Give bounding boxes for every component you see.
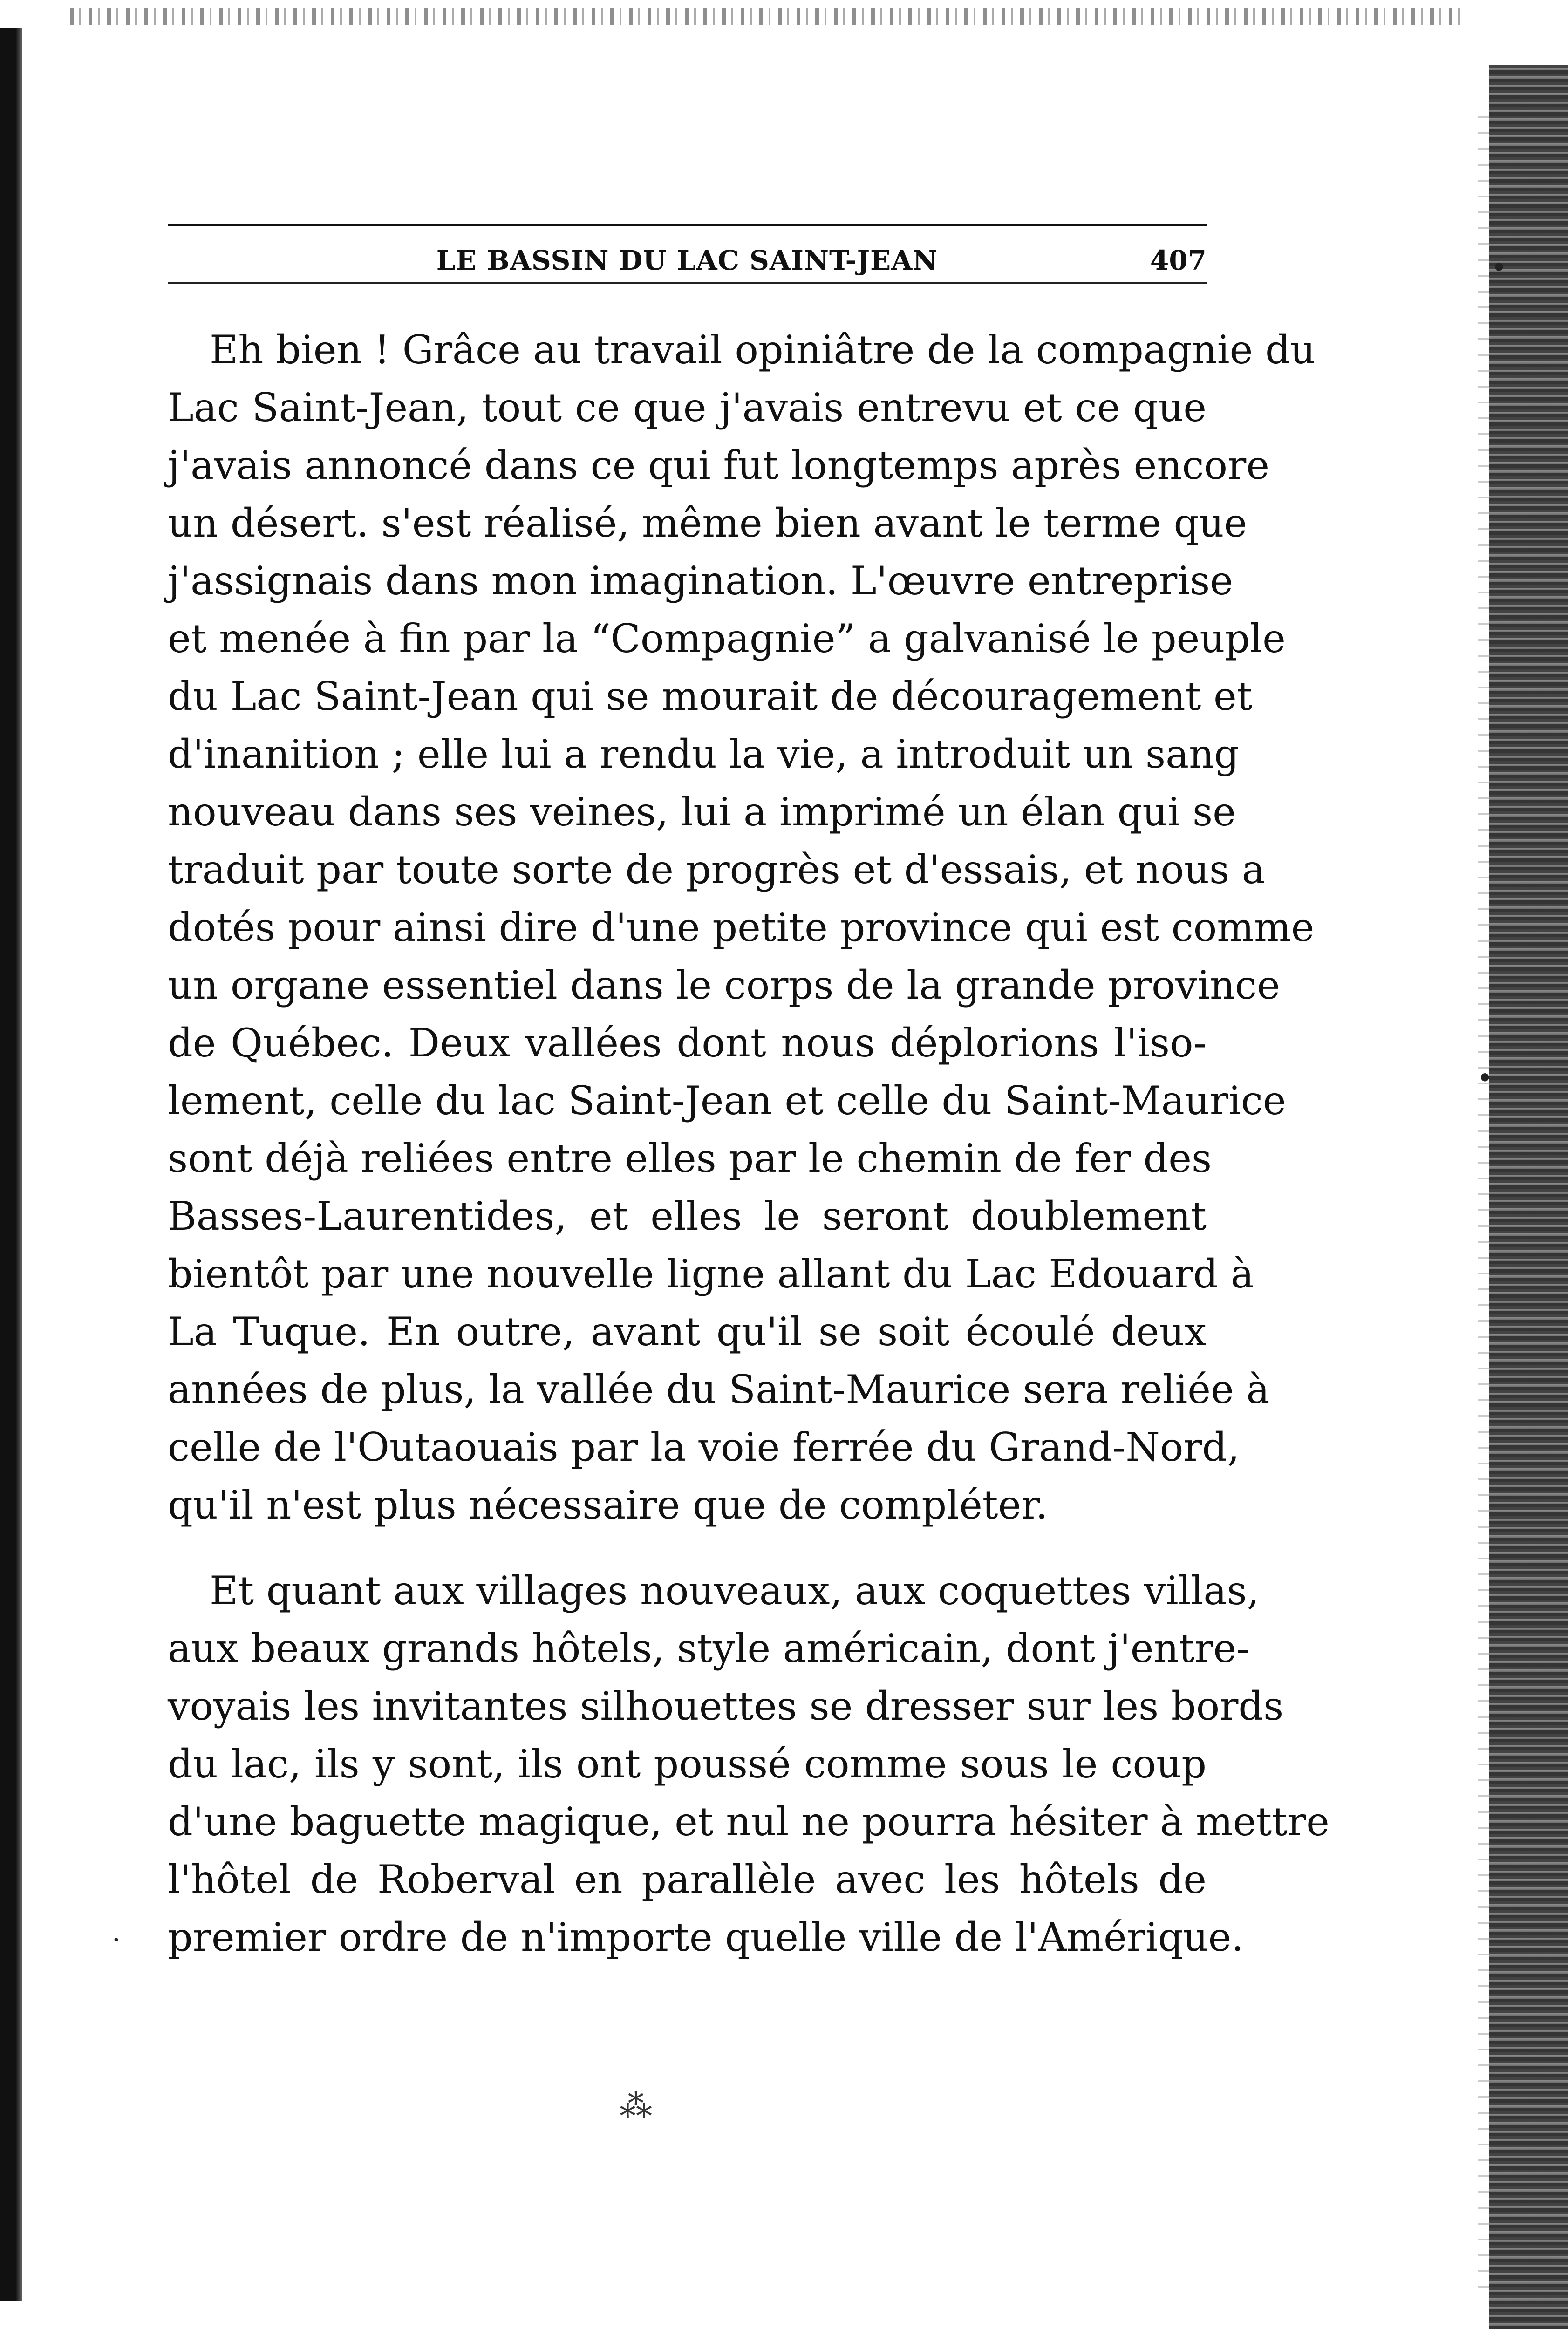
text-line: de Québec. Deux vallées dont nous déplorions l'iso-: [168, 1020, 1207, 1066]
text-line: un désert. s'est réalisé, même bien avant le terme que: [168, 500, 1248, 546]
text-line: premier ordre de n'importe quelle ville de l'Amérique.: [168, 1914, 1244, 1960]
text-line: nouveau dans ses veines, lui a imprimé un élan qui se: [168, 789, 1236, 835]
text-line: dotés pour ainsi dire d'une petite province qui est comme: [168, 905, 1315, 950]
text-line: Eh bien ! Grâce au travail opiniâtre de la compagnie du: [210, 327, 1316, 373]
text-line: sont déjà reliées entre elles par le chemin de fer des: [168, 1136, 1212, 1181]
text-line: bientôt par une nouvelle ligne allant du Lac Edouard à: [168, 1251, 1254, 1297]
text-line: l'hôtel de Roberval en parallèle avec les hôtels de: [168, 1857, 1207, 1902]
running-head: [168, 226, 1207, 282]
text-line: années de plus, la vallée du Saint-Maurice sera reliée à: [168, 1367, 1270, 1412]
scan-edge-right-inner: [1478, 102, 1489, 2292]
text-line: un organe essentiel dans le corps de la grande province: [168, 962, 1280, 1008]
page-content: [168, 224, 1329, 1966]
text-line: lement, celle du lac Saint-Jean et celle du Saint-Maurice: [168, 1078, 1286, 1124]
header-rule-bottom: [168, 282, 1207, 284]
text-line: d'une baguette magique, et nul ne pourra hésiter à mettre: [168, 1799, 1329, 1845]
margin-speck: •: [1477, 1062, 1493, 1095]
text-line: celle de l'Outaouais par la voie ferrée du Grand-Nord,: [168, 1424, 1240, 1470]
scan-noise-top: [70, 8, 1467, 25]
text-line: La Tuque. En outre, avant qu'il se soit écoulé deux: [168, 1309, 1207, 1355]
text-line: Basses-Laurentides, et elles le seront doublement: [168, 1193, 1207, 1239]
text-line: traduit par toute sorte de progrès et d'essais, et nous a: [168, 847, 1265, 892]
text-line: Et quant aux villages nouveaux, aux coquettes villas,: [210, 1568, 1260, 1614]
margin-speck: ·: [112, 1924, 121, 1956]
text-line: d'inanition ; elle lui a rendu la vie, a introduit un sang: [168, 731, 1240, 777]
scan-edge-right: [1489, 65, 1568, 2329]
margin-speck: •: [1491, 252, 1507, 284]
text-line: j'avais annoncé dans ce qui fut longtemps après encore: [168, 443, 1269, 488]
page-number: 407: [1150, 245, 1207, 276]
text-line: et menée à fin par la “Compagnie” a galvanisé le peuple: [168, 616, 1286, 661]
ink-speck-ornament: ⁂: [620, 2087, 652, 2125]
scan-edge-left: [0, 28, 22, 2301]
paragraph-2: [168, 1562, 1329, 1966]
text-line: aux beaux grands hôtels, style américain, dont j'entre-: [168, 1626, 1250, 1671]
running-title: LE BASSIN DU LAC SAINT-JEAN: [436, 245, 938, 276]
text-line: du lac, ils y sont, ils ont poussé comme sous le coup: [168, 1741, 1207, 1787]
text-line: du Lac Saint-Jean qui se mourait de découragement et: [168, 674, 1253, 719]
text-line: Lac Saint-Jean, tout ce que j'avais entrevu et ce que: [168, 385, 1207, 430]
text-line: voyais les invitantes silhouettes se dresser sur les bords: [168, 1683, 1284, 1729]
paragraph-1: [168, 321, 1316, 1534]
text-line: j'assignais dans mon imagination. L'œuvre entreprise: [168, 558, 1233, 604]
text-line: qu'il n'est plus nécessaire que de compléter.: [168, 1482, 1048, 1528]
